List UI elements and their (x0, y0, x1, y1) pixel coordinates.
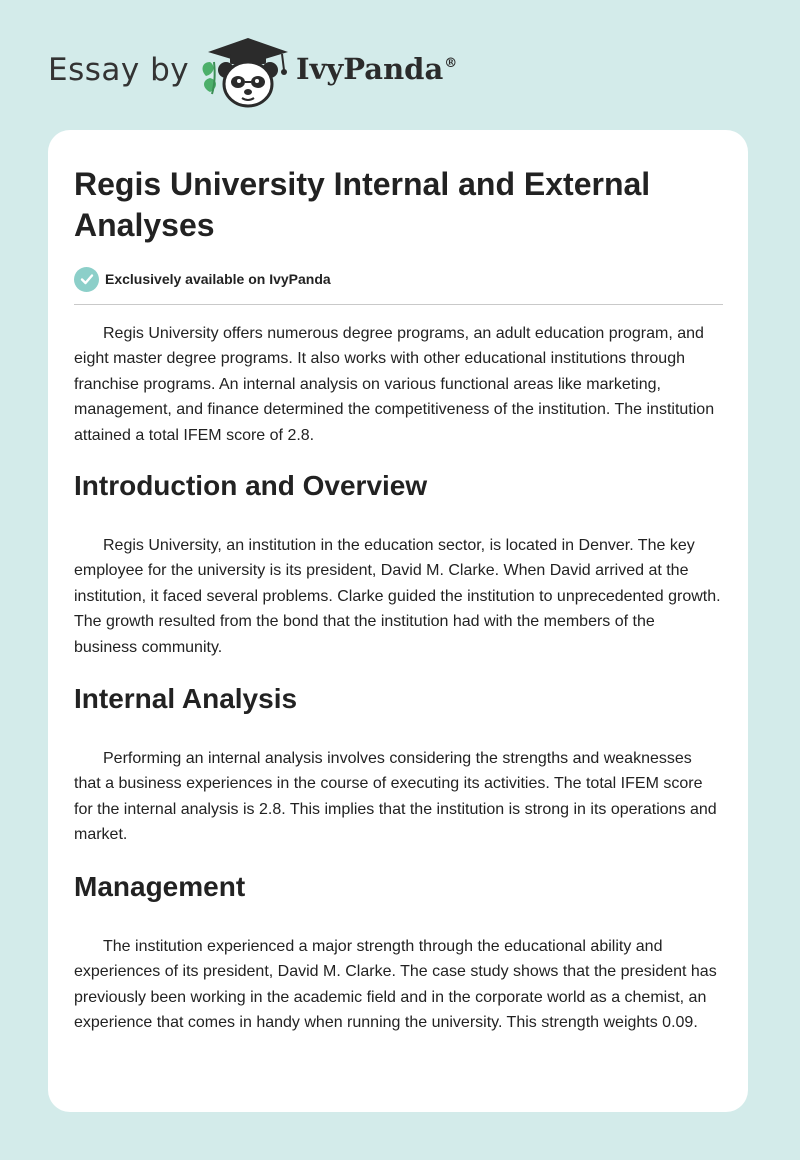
site-header (0, 0, 800, 130)
panda-graduate-logo-icon[interactable] (200, 36, 296, 110)
brand-name: IvyPanda (296, 52, 444, 86)
ivypanda-brand[interactable] (296, 52, 457, 86)
essay-by-label: Essay by (48, 52, 190, 88)
intro-paragraph: Regis University offers numerous degree programs, an adult education program, and eight master degree programs. It also works with other educational institutions through franchise programs. An internal analysis on various functional areas like marketing, management, and finance determined the competitiveness of the institution. The institution attained a total IFEM score of 2.8. (74, 325, 715, 444)
check-circle-icon (74, 267, 99, 292)
page-title: Regis University Internal and External Analyses (74, 166, 651, 243)
section-paragraph-introduction: Regis University, an institution in the education sector, is located in Denver. The key employee for the university is its president, David M. Clarke. When David arrived at the institution, it faced several problems. Clarke guided the institution to unprecedented growth. The growth resulted from the bond that the institution had with the members of the business community. (74, 537, 721, 656)
section-paragraph-internal-analysis: Performing an internal analysis involves considering the strengths and weaknesses that a business experiences in the course of executing its activities. The total IFEM score for the internal analysis is 2.8. This implies that the institution is strong in its operations and market. (74, 750, 717, 844)
essay-card (48, 130, 748, 1112)
section-heading-internal-analysis: Internal Analysis (74, 683, 298, 715)
exclusive-label: Exclusively available on IvyPanda (105, 271, 331, 287)
title-divider (74, 304, 723, 305)
section-heading-introduction: Introduction and Overview (74, 470, 428, 502)
registered-mark: ® (444, 56, 458, 71)
exclusive-badge (74, 266, 722, 292)
section-heading-management: Management (74, 870, 246, 902)
section-paragraph-management: The institution experienced a major strength through the educational ability and experiences of its president, David M. Clarke. The case study shows that the president has previously been working in the academic field and in the corporate world as a chemist, an experience that comes in handy when running the university. This strength weights 0.09. (74, 937, 717, 1031)
